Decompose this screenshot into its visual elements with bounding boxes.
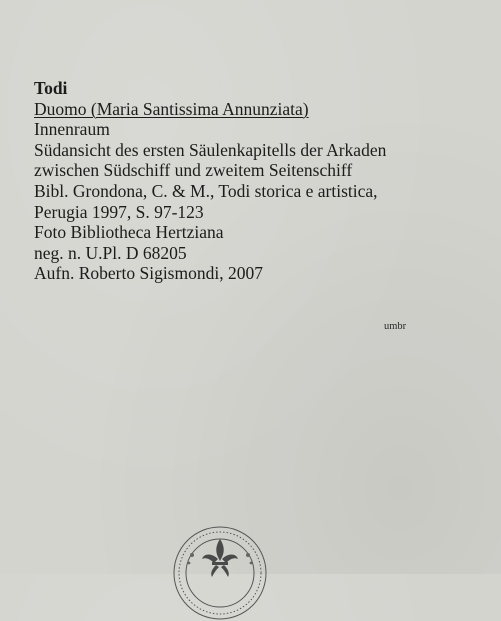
catalog-card-text [34, 78, 474, 284]
description-line-1: Südansicht des ersten Säulenkapitells der Arkaden [34, 139, 387, 160]
photographer-credit: Aufn. Roberto Sigismondi, 2007 [34, 263, 263, 284]
photo-source: Foto Bibliotheca Hertziana [34, 222, 224, 243]
bibliography-line-1: Bibl. Grondona, C. & M., Todi storica e artistica, [34, 180, 378, 201]
subject-heading: Duomo (Maria Santissima Annunziata) [34, 98, 309, 119]
fleur-de-lis-seal-icon [172, 525, 268, 621]
negative-number: neg. n. U.Pl. D 68205 [34, 242, 187, 263]
location-title: Todi [34, 78, 68, 98]
description-line-2: zwischen Südschiff und zweitem Seitenschiff [34, 160, 353, 181]
bibliography-line-2: Perugia 1997, S. 97-123 [34, 201, 204, 222]
region-code: umbr [384, 321, 407, 332]
part-label: Innenraum [34, 119, 110, 140]
